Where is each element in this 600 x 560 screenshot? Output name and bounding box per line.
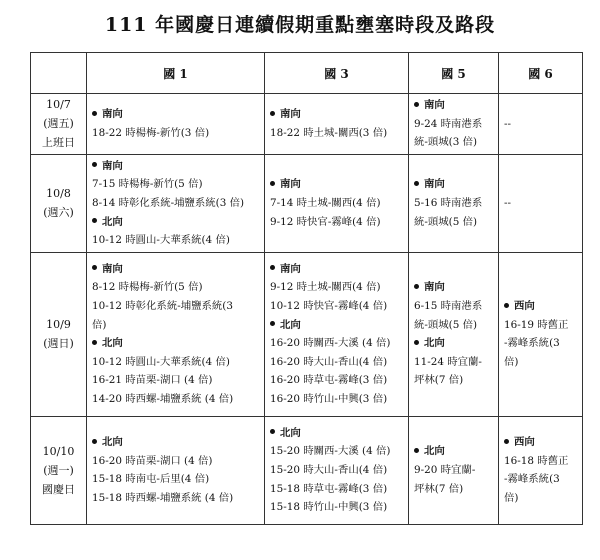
date-text: 國慶日 (42, 482, 75, 496)
bullet-icon (504, 439, 509, 444)
congestion-entry: 15-18 時草屯-霧峰(3 倍) (270, 482, 388, 495)
congestion-entry: 9-20 時宜蘭- (414, 463, 476, 476)
direction-text: 北向 (102, 215, 123, 228)
congestion-entry: 15-18 時竹山-中興(3 倍) (270, 501, 388, 514)
bullet-icon (414, 181, 419, 186)
cell-freeway-5 (409, 154, 499, 252)
congestion-entry: 15-20 時大山-香山(4 倍) (270, 463, 388, 476)
congestion-entry: 18-22 時土城-關西(3 倍) (270, 126, 388, 139)
direction-text: 南向 (424, 281, 445, 294)
direction-label (414, 442, 495, 461)
direction-label (504, 433, 579, 452)
congestion-entry: 統-頭城(3 倍) (414, 136, 478, 149)
direction-text: 南向 (102, 159, 123, 172)
congestion-entry: 10-12 時彰化系統-埔鹽系統(3 (92, 300, 233, 313)
bullet-icon (270, 321, 275, 326)
congestion-entry: 統-頭城(5 倍) (414, 215, 478, 228)
congestion-entry: 7-15 時楊梅-新竹(5 倍) (92, 178, 203, 191)
direction-text: 北向 (280, 318, 301, 331)
bullet-icon (92, 111, 97, 116)
cell-freeway-6 (499, 252, 583, 416)
direction-text: 南向 (280, 178, 301, 191)
congestion-entry: 7-14 時土城-關西(4 倍) (270, 196, 381, 209)
congestion-entry: -- (504, 196, 512, 209)
bullet-icon (270, 181, 275, 186)
date-text: 10/7 (46, 98, 71, 112)
congestion-entry: 坪林(7 倍) (414, 374, 464, 387)
date-text: 10/9 (46, 318, 71, 332)
congestion-entry: 倍) (504, 491, 519, 504)
direction-text: 南向 (424, 99, 445, 111)
cell-freeway-1 (87, 416, 265, 524)
congestion-entry: -- (504, 117, 512, 130)
date-text: (週日) (43, 337, 74, 351)
date-cell (31, 416, 87, 524)
bullet-icon (270, 429, 275, 434)
direction-text: 南向 (424, 178, 445, 191)
cell-freeway-3 (265, 416, 409, 524)
direction-text: 北向 (102, 337, 123, 350)
header-cell-freeway-6: 國 6 (499, 53, 583, 94)
header-row (31, 53, 583, 94)
direction-label (270, 260, 405, 279)
date-cell (31, 154, 87, 252)
date-text: (週一) (43, 463, 74, 477)
congestion-entry: 16-20 時竹山-中興(3 倍) (270, 393, 388, 406)
congestion-entry: 倍) (92, 318, 107, 331)
cell-freeway-6 (499, 94, 583, 155)
header-cell-freeway-1: 國 1 (87, 53, 265, 94)
bullet-icon (270, 111, 275, 116)
direction-label (92, 157, 261, 176)
cell-freeway-3 (265, 94, 409, 155)
bullet-icon (92, 340, 97, 345)
cell-freeway-1 (87, 252, 265, 416)
congestion-entry: 統-頭城(5 倍) (414, 318, 478, 331)
direction-label (270, 316, 405, 335)
table-row (31, 416, 583, 524)
bullet-icon (92, 439, 97, 444)
congestion-entry: 18-22 時楊梅-新竹(3 倍) (92, 126, 210, 139)
congestion-entry: 9-12 時快官-霧峰(4 倍) (270, 215, 381, 228)
bullet-icon (92, 162, 97, 167)
direction-label (92, 334, 261, 353)
date-text: 10/10 (42, 444, 75, 458)
table-row (31, 94, 583, 155)
congestion-entry: 15-18 時西螺-埔鹽系統 (4 倍) (92, 491, 234, 504)
cell-freeway-5 (409, 416, 499, 524)
congestion-entry: 坪林(7 倍) (414, 482, 464, 495)
direction-label (270, 424, 405, 443)
congestion-entry: 9-24 時南港系 (414, 117, 483, 130)
direction-text: 南向 (102, 262, 123, 275)
congestion-entry: 16-20 時草屯-霧峰(3 倍) (270, 374, 388, 387)
date-text: (週六) (43, 206, 74, 220)
cell-freeway-5 (409, 94, 499, 155)
direction-label (92, 260, 261, 279)
direction-label (414, 175, 495, 194)
congestion-entry: 16-19 時舊正 (504, 318, 569, 331)
direction-label (92, 105, 261, 124)
direction-text: 南向 (102, 108, 123, 121)
cell-freeway-3 (265, 252, 409, 416)
congestion-entry: 5-16 時南港系 (414, 196, 483, 209)
bullet-icon (92, 218, 97, 223)
direction-text: 西向 (514, 300, 535, 313)
congestion-entry: 16-20 時大山-香山(4 倍) (270, 355, 388, 368)
congestion-entry: -霧峰系統(3 (504, 337, 560, 350)
direction-text: 南向 (280, 108, 301, 121)
direction-label (270, 105, 405, 124)
date-cell (31, 94, 87, 155)
bullet-icon (414, 284, 419, 289)
congestion-entry: 8-14 時彰化系統-埔鹽系統(3 倍) (92, 196, 245, 209)
congestion-entry: 9-12 時土城-關西(4 倍) (270, 281, 381, 294)
congestion-entry: 10-12 時圓山-大華系統(4 倍) (92, 355, 230, 368)
congestion-entry: 8-12 時楊梅-新竹(5 倍) (92, 281, 203, 294)
cell-freeway-1 (87, 154, 265, 252)
header-cell-date (31, 53, 87, 94)
direction-label (414, 278, 495, 297)
congestion-entry: -霧峰系統(3 (504, 473, 560, 486)
direction-label (270, 175, 405, 194)
bullet-icon (504, 303, 509, 308)
direction-label (92, 433, 261, 452)
bullet-icon (414, 448, 419, 453)
congestion-entry: 倍) (504, 355, 519, 368)
congestion-entry: 16-21 時苗栗-湖口 (4 倍) (92, 374, 213, 387)
cell-freeway-5 (409, 252, 499, 416)
page-title: 111 年國慶日連續假期重點壅塞時段及路段 (104, 14, 496, 36)
cell-freeway-1 (87, 94, 265, 155)
header-cell-freeway-5: 國 5 (409, 53, 499, 94)
direction-label (504, 297, 579, 316)
cell-freeway-3 (265, 154, 409, 252)
cell-freeway-6 (499, 416, 583, 524)
congestion-entry: 6-15 時南港系 (414, 300, 483, 313)
date-text: (週五) (43, 117, 74, 131)
date-text: 10/8 (46, 187, 71, 201)
header-cell-freeway-3: 國 3 (265, 53, 409, 94)
table-row (31, 154, 583, 252)
direction-text: 北向 (280, 426, 301, 439)
congestion-entry: 10-12 時快官-霧峰(4 倍) (270, 300, 388, 313)
bullet-icon (414, 102, 419, 107)
direction-label (414, 334, 495, 353)
congestion-entry: 15-18 時南屯-后里(4 倍) (92, 473, 210, 486)
table-row (31, 252, 583, 416)
bullet-icon (92, 265, 97, 270)
congestion-entry: 16-18 時舊正 (504, 454, 569, 467)
date-cell (31, 252, 87, 416)
direction-label (92, 213, 261, 232)
direction-text: 西向 (514, 436, 535, 449)
congestion-entry: 15-20 時關西-大溪 (4 倍) (270, 445, 391, 458)
congestion-entry: 14-20 時西螺-埔鹽系統 (4 倍) (92, 393, 234, 406)
date-text: 上班日 (42, 136, 75, 150)
congestion-entry: 11-24 時宜蘭- (414, 355, 482, 368)
direction-text: 北向 (424, 445, 445, 458)
cell-freeway-6 (499, 154, 583, 252)
congestion-table (30, 52, 583, 525)
bullet-icon (270, 265, 275, 270)
congestion-entry: 10-12 時圓山-大華系統(4 倍) (92, 234, 230, 247)
congestion-entry: 16-20 時關西-大溪 (4 倍) (270, 337, 391, 350)
congestion-entry: 16-20 時苗栗-湖口 (4 倍) (92, 454, 213, 467)
bullet-icon (414, 340, 419, 345)
direction-text: 北向 (424, 337, 445, 350)
direction-text: 北向 (102, 436, 123, 449)
direction-text: 南向 (280, 262, 301, 275)
direction-label (414, 96, 495, 115)
